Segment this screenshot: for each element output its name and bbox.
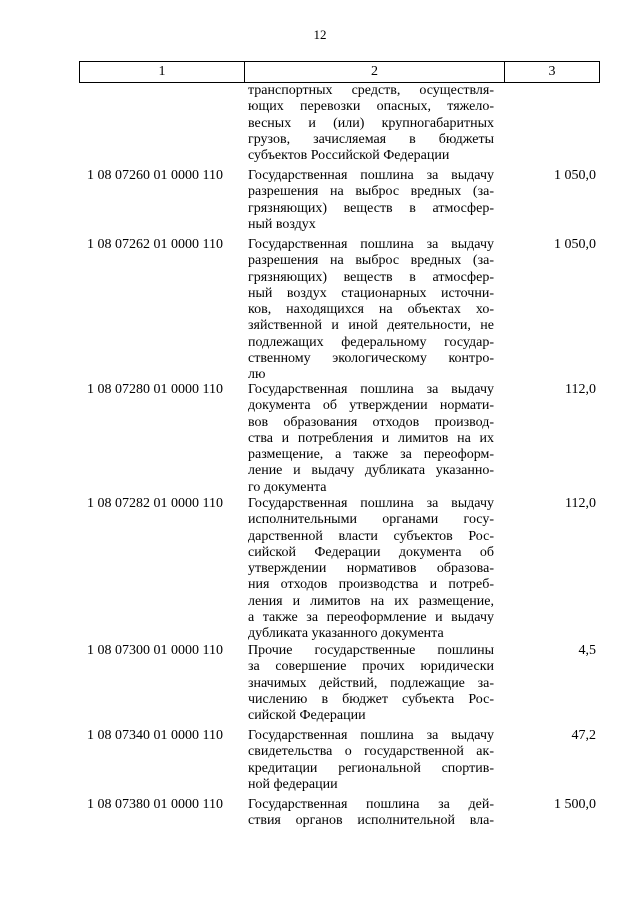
description-line: утверждении нормативов образова- bbox=[248, 561, 494, 577]
description-line: сийской Федерации bbox=[248, 708, 366, 724]
description-line: ный воздух стационарных источни- bbox=[248, 285, 494, 301]
description-line: Государственная пошлина за дей- bbox=[248, 797, 494, 812]
description-line: значимых действий, подлежащие за- bbox=[248, 675, 494, 691]
description-line: Государственная пошлина за выдачу bbox=[248, 237, 494, 252]
description-line: Государственная пошлина за выдачу bbox=[248, 382, 494, 397]
description-line: ление и выдачу дубликата указанно- bbox=[248, 463, 494, 479]
row-code: 1 08 07300 01 0000 110 bbox=[87, 643, 223, 658]
description-line: исполнительными органами госу- bbox=[248, 512, 494, 528]
description-line: дарственной власти субъектов Рос- bbox=[248, 528, 494, 544]
row-amount: 4,5 bbox=[578, 643, 596, 658]
description-line: за совершение прочих юридически bbox=[248, 659, 494, 675]
description-line: Прочие государственные пошлины bbox=[248, 643, 494, 658]
row-description bbox=[248, 237, 494, 384]
column-header-1: 1 bbox=[79, 62, 244, 82]
row-code: 1 08 07262 01 0000 110 bbox=[87, 237, 223, 252]
description-line: разрешения на выброс вредных (за- bbox=[248, 253, 494, 269]
description-line: кредитации региональной спортив- bbox=[248, 760, 494, 776]
row-amount: 112,0 bbox=[565, 382, 596, 397]
description-line: ющих перевозки опасных, тяжело- bbox=[248, 99, 494, 115]
description-line: сийской Федерации документа об bbox=[248, 544, 494, 560]
description-line: грязняющих) веществ в атмосфер- bbox=[248, 200, 494, 216]
description-line: ствия органов исполнительной вла- bbox=[248, 813, 494, 829]
row-amount: 112,0 bbox=[565, 496, 596, 511]
description-line: разрешения на выброс вредных (за- bbox=[248, 184, 494, 200]
row-description bbox=[248, 168, 494, 233]
table-row bbox=[79, 168, 600, 233]
row-amount: 1 050,0 bbox=[554, 237, 596, 252]
table-row bbox=[79, 382, 600, 496]
description-line: грузов, зачисляемая в бюджеты bbox=[248, 131, 494, 147]
table-row bbox=[79, 728, 600, 793]
row-description bbox=[248, 797, 494, 830]
description-line: лю bbox=[248, 367, 266, 383]
table-header bbox=[79, 61, 600, 83]
description-line: ления и лимитов на их размещение, bbox=[248, 593, 494, 609]
description-line: ной федерации bbox=[248, 776, 338, 792]
row-amount bbox=[494, 83, 600, 164]
table-row bbox=[79, 496, 600, 643]
description-line: ков, находящихся на объектах хо- bbox=[248, 302, 494, 318]
description-line: подлежащих федеральному государ- bbox=[248, 334, 494, 350]
row-code: 1 08 07260 01 0000 110 bbox=[87, 168, 223, 183]
description-line: вов образования отходов производ- bbox=[248, 414, 494, 430]
description-line: Государственная пошлина за выдачу bbox=[248, 496, 494, 511]
description-line: Государственная пошлина за выдачу bbox=[248, 168, 494, 183]
row-code: 1 08 07280 01 0000 110 bbox=[87, 382, 223, 397]
row-code: 1 08 07340 01 0000 110 bbox=[87, 728, 223, 743]
row-code: 1 08 07282 01 0000 110 bbox=[87, 496, 223, 511]
row-description bbox=[248, 496, 494, 643]
column-header-3: 3 bbox=[504, 62, 600, 82]
row-description bbox=[248, 382, 494, 496]
table-row bbox=[79, 643, 600, 724]
description-line: ства и потребления и лимитов на их bbox=[248, 430, 494, 446]
description-line: числению в бюджет субъекта Рос- bbox=[248, 691, 494, 707]
description-line: субъектов Российской Федерации bbox=[248, 148, 450, 164]
table-row bbox=[79, 83, 600, 164]
row-code bbox=[79, 83, 244, 164]
description-line: грязняющих) веществ в атмосфер- bbox=[248, 269, 494, 285]
row-description bbox=[248, 83, 494, 164]
description-line: документа об утверждении нормати- bbox=[248, 398, 494, 414]
description-line: свидетельства о государственной ак- bbox=[248, 744, 494, 760]
description-line: дубликата указанного документа bbox=[248, 626, 444, 642]
row-amount: 47,2 bbox=[571, 728, 596, 743]
description-line: зяйственной и иной деятельности, не bbox=[248, 318, 494, 334]
page-number: 12 bbox=[313, 27, 327, 42]
row-amount: 1 500,0 bbox=[554, 797, 596, 812]
row-code: 1 08 07380 01 0000 110 bbox=[87, 797, 223, 812]
description-line: Государственная пошлина за выдачу bbox=[248, 728, 494, 743]
table-row bbox=[79, 797, 600, 830]
row-amount: 1 050,0 bbox=[554, 168, 596, 183]
description-line: весных и (или) крупногабаритных bbox=[248, 115, 494, 131]
description-line: транспортных средств, осуществля- bbox=[248, 83, 494, 98]
row-description bbox=[248, 728, 494, 793]
row-description bbox=[248, 643, 494, 724]
description-line: размещение, а также за переоформ- bbox=[248, 447, 494, 463]
column-header-2: 2 bbox=[244, 62, 504, 82]
description-line: ственному экологическому контро- bbox=[248, 351, 494, 367]
description-line: ния отходов производства и потреб- bbox=[248, 577, 494, 593]
table-row bbox=[79, 237, 600, 384]
description-line: а также за переоформление и выдачу bbox=[248, 610, 494, 626]
description-line: го документа bbox=[248, 479, 327, 495]
description-line: ный воздух bbox=[248, 216, 316, 232]
